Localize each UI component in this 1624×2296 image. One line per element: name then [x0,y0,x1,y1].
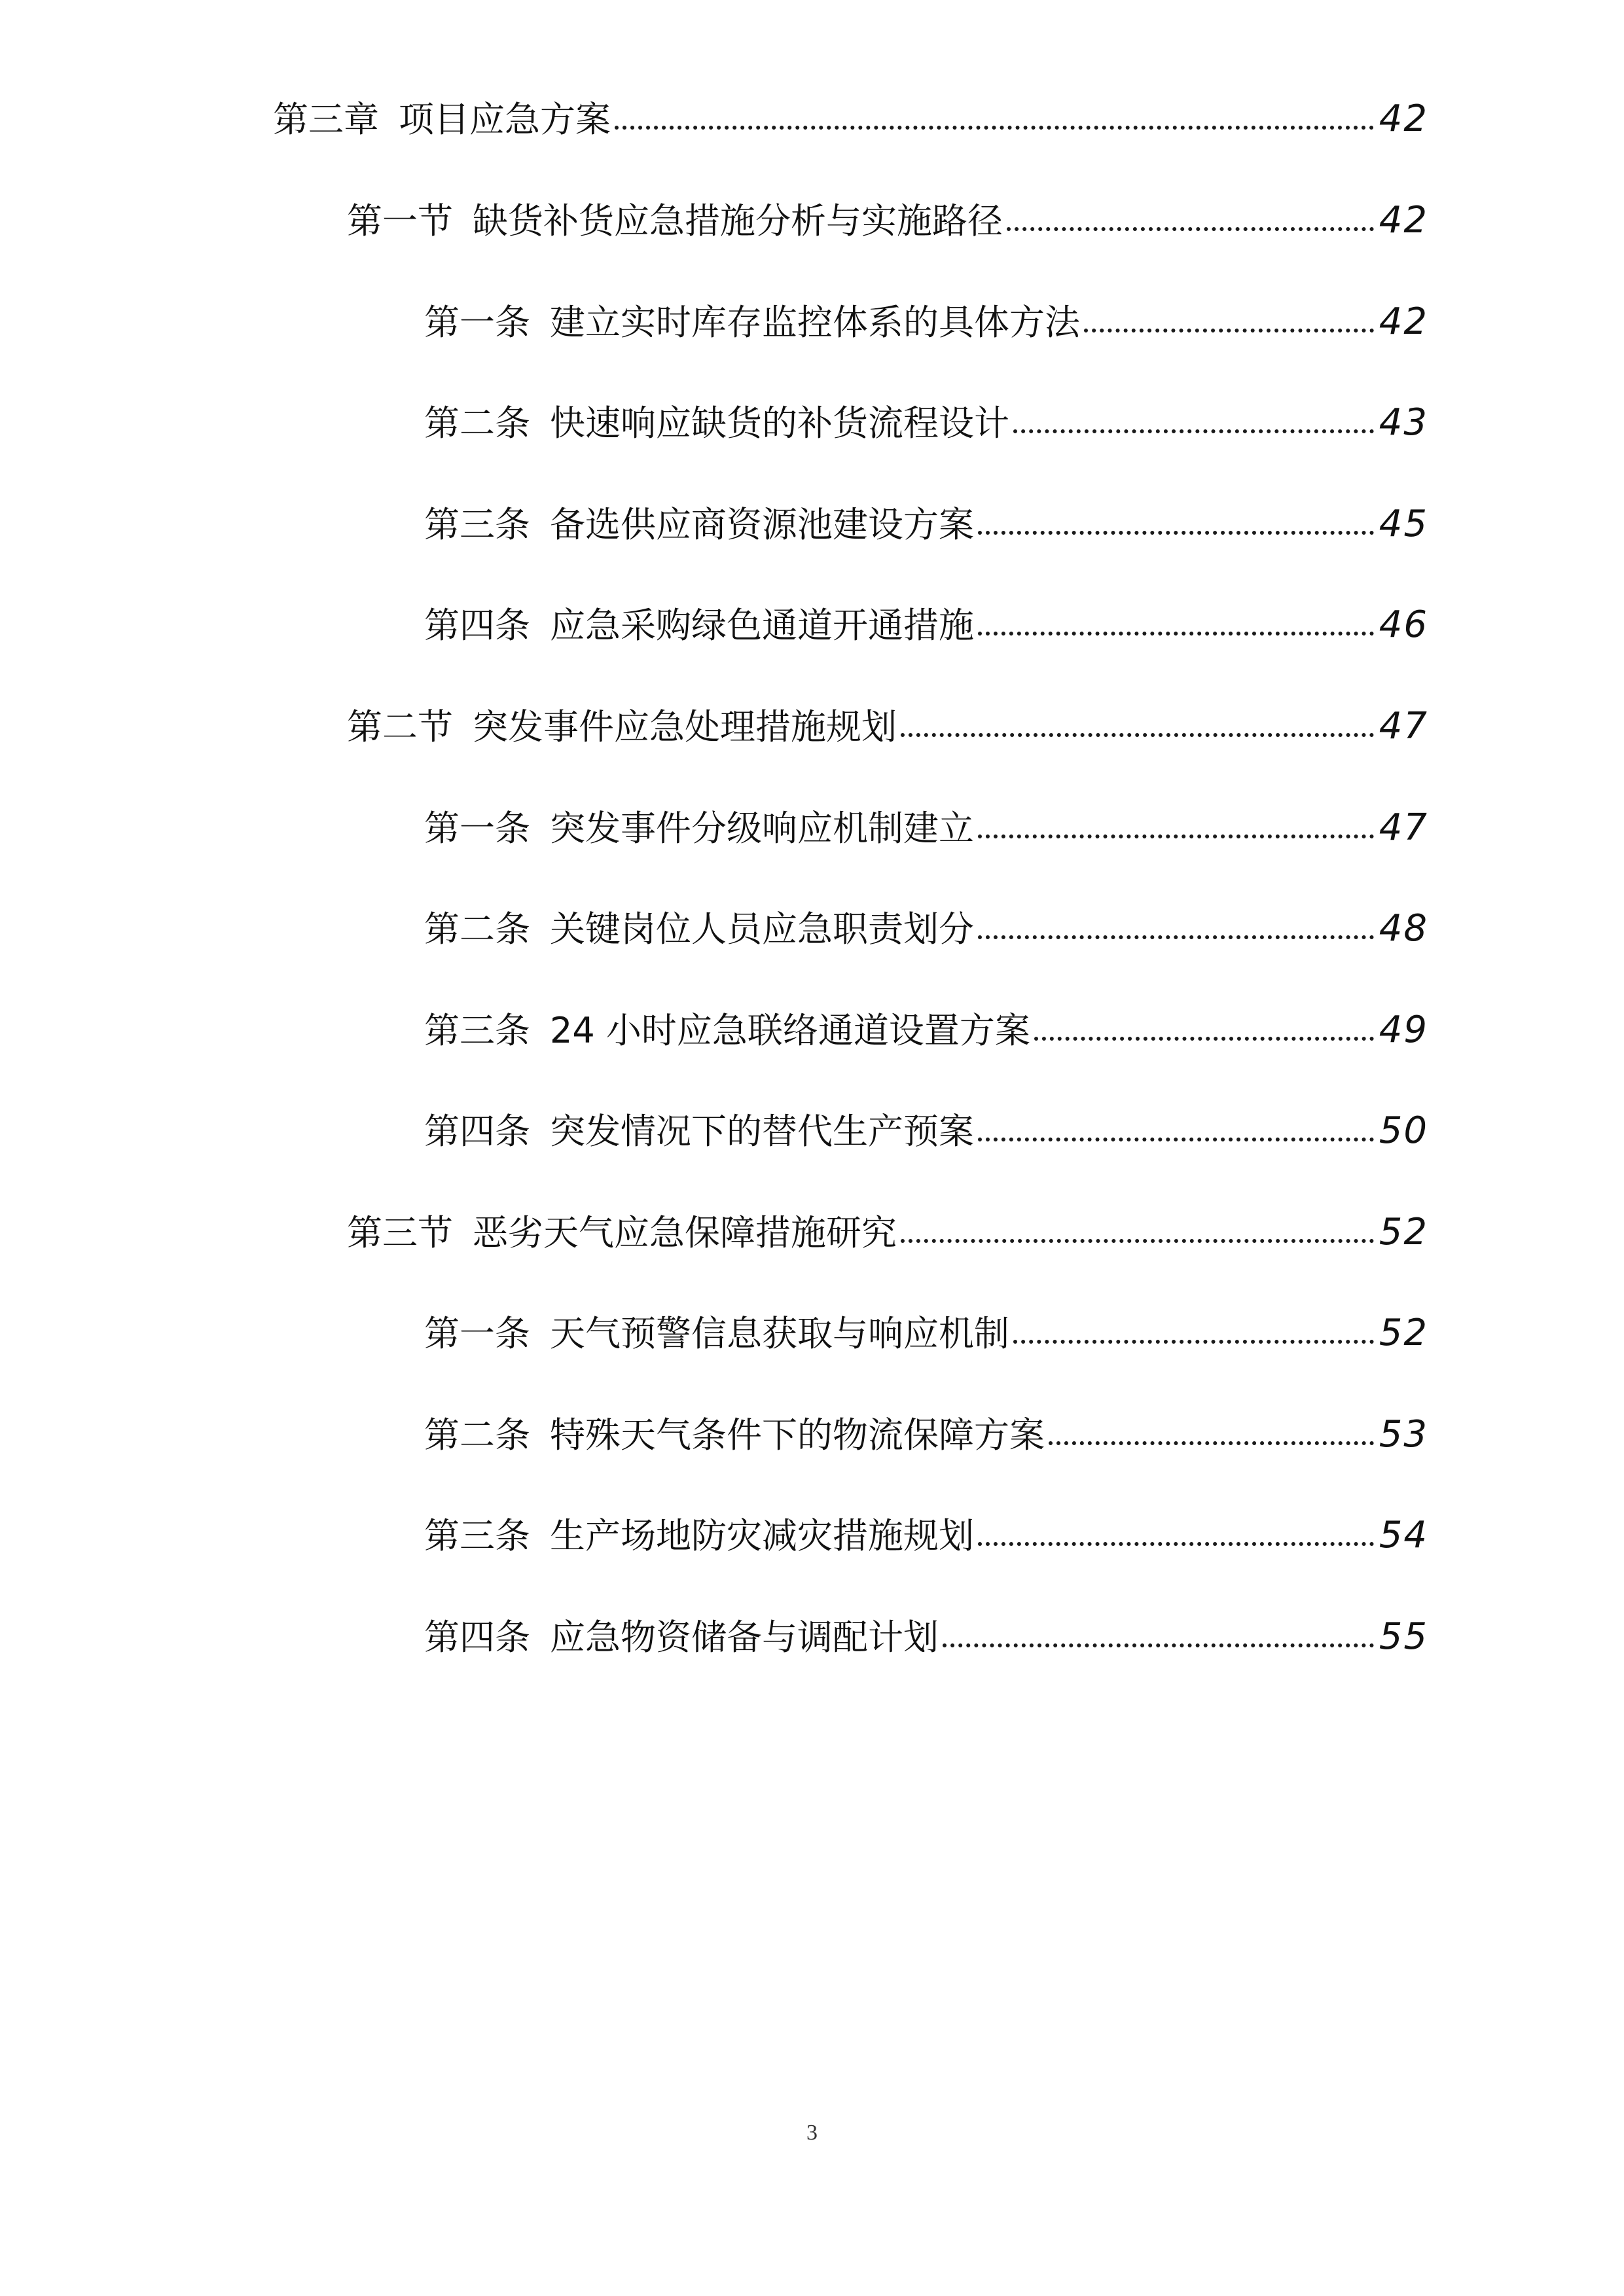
toc-entry-article[interactable] [424,369,1428,444]
dot-leader [1084,329,1374,332]
toc-entry-article[interactable] [424,774,1428,849]
dot-leader [901,1239,1374,1243]
toc-page-number: 50 [1379,1109,1428,1152]
toc-page-number: 52 [1379,1211,1428,1253]
toc-entry-label: 第三条 生产场地防灾减灾措施规划 [424,1515,974,1556]
dot-leader [978,531,1374,535]
toc-entry-label: 第三节 恶劣天气应急保障措施研究 [347,1212,897,1253]
dot-leader [978,1542,1374,1546]
dot-leader [978,935,1374,939]
dot-leader [943,1643,1374,1647]
toc-entry-article[interactable] [424,471,1428,543]
toc-entry-label: 第三条 24 小时应急联络通道设置方案 [424,1010,1030,1051]
toc-entry-article[interactable] [424,1280,1428,1352]
toc-entry-label: 第一条 突发事件分级响应机制建立 [424,808,974,849]
toc-entry-article[interactable] [424,977,1428,1049]
toc-page-number: 42 [1379,300,1428,343]
toc-page-number: 47 [1379,705,1428,747]
toc-entry-label: 第一条 建立实时库存监控体系的具体方法 [424,302,1080,343]
toc-entry-section[interactable] [347,167,1428,242]
toc-entry-article[interactable] [424,1077,1428,1152]
toc-entry-label: 第一节 缺货补货应急措施分析与实施路径 [347,200,1003,242]
toc-entry-article[interactable] [424,268,1428,343]
dot-leader [1049,1441,1374,1445]
toc-entry-chapter[interactable] [273,65,1428,140]
toc-page-number: 49 [1379,1009,1428,1051]
dot-leader [615,126,1374,130]
toc-page-number: 47 [1379,806,1428,849]
dot-leader [978,834,1374,838]
toc-entry-article[interactable] [424,1583,1428,1658]
toc-entry-label: 第二条 关键岗位人员应急职责划分 [424,908,974,950]
dot-leader [978,1138,1374,1141]
toc-entry-article[interactable] [424,875,1428,950]
dot-leader [1013,1340,1374,1344]
toc-page-number: 43 [1379,401,1428,444]
dot-leader [978,632,1374,636]
toc-entry-label: 第二条 特殊天气条件下的物流保障方案 [424,1414,1045,1456]
toc-entry-label: 第四条 应急物资储备与调配计划 [424,1617,939,1658]
page-footer-number: 3 [806,2121,818,2145]
dot-leader [901,733,1374,737]
toc-page-number: 42 [1379,98,1428,140]
toc-entry-label: 第一条 天气预警信息获取与响应机制 [424,1313,1009,1354]
toc-entry-label: 第三条 备选供应商资源池建设方案 [424,504,974,545]
toc-entry-section[interactable] [347,673,1428,745]
toc-page-number: 53 [1379,1413,1428,1456]
toc-entry-section[interactable] [347,1179,1428,1251]
toc-page-number: 55 [1379,1615,1428,1658]
dot-leader [1034,1037,1374,1041]
dot-leader [1007,227,1374,231]
toc-entry-label: 第二节 突发事件应急处理措施规划 [347,706,897,747]
toc-page-number: 42 [1379,199,1428,242]
toc-page-number: 46 [1379,603,1428,646]
toc-page-number: 48 [1379,907,1428,950]
toc-page-number: 45 [1379,503,1428,545]
toc-entry-label: 第三章 项目应急方案 [273,99,611,140]
dot-leader [1013,429,1374,433]
toc-page-number: 54 [1379,1514,1428,1556]
toc-entry-label: 第二条 快速响应缺货的补货流程设计 [424,403,1009,444]
toc-entry-label: 第四条 应急采购绿色通道开通措施 [424,605,974,646]
toc-entry-article[interactable] [424,1381,1428,1456]
toc-entry-article[interactable] [424,1482,1428,1554]
toc-entry-article[interactable] [424,571,1428,646]
toc-entry-label: 第四条 突发情况下的替代生产预案 [424,1111,974,1152]
toc-page-number: 52 [1379,1312,1428,1354]
